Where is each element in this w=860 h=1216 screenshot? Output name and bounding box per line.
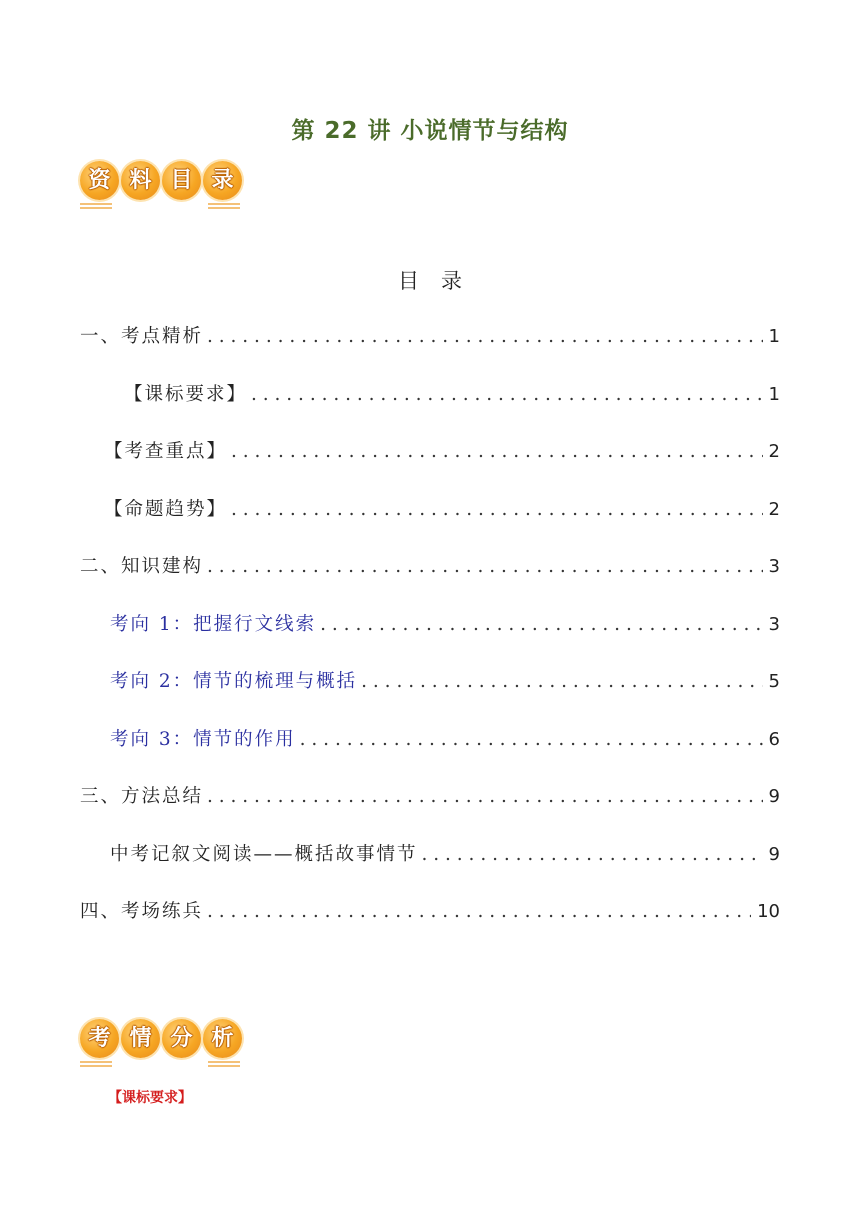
toc-entry[interactable] <box>80 610 780 668</box>
toc-entry-page: 2 <box>768 441 780 462</box>
analysis-badge <box>80 1015 250 1071</box>
toc-entry-text: 中考记叙文阅读——概括故事情节 <box>110 843 418 865</box>
table-of-contents <box>80 322 780 955</box>
toc-entry-page: 6 <box>768 728 780 750</box>
toc-leader-dots <box>300 729 763 750</box>
badge-char: 目 <box>162 161 201 200</box>
toc-entry[interactable] <box>80 495 780 553</box>
contents-badge <box>80 157 250 213</box>
badge-char: 分 <box>162 1019 201 1058</box>
toc-entry-page: 9 <box>768 843 780 865</box>
toc-entry[interactable] <box>80 667 780 725</box>
section-label: 【课标要求】 <box>108 1090 192 1106</box>
toc-entry[interactable] <box>80 380 780 438</box>
toc-entry[interactable] <box>80 897 780 955</box>
toc-leader-dots <box>361 671 762 692</box>
toc-leader-dots <box>422 844 763 865</box>
toc-entry-text: 考向 1：把握行文线索 <box>110 613 317 635</box>
badge-char: 料 <box>121 161 160 200</box>
toc-entry-text: 【考查重点】 <box>104 441 228 462</box>
toc-heading: 目录 <box>398 269 484 293</box>
toc-entry-text: 一、考点精析 <box>80 326 204 347</box>
badge-char: 析 <box>203 1019 242 1058</box>
toc-entry-text: 考向 3：情节的作用 <box>110 728 296 750</box>
toc-leader-dots <box>207 901 751 922</box>
toc-entry-text: 【命题趋势】 <box>104 498 228 520</box>
toc-entry-page: 2 <box>768 498 780 520</box>
toc-entry-page: 1 <box>768 326 780 347</box>
toc-entry[interactable] <box>80 725 780 783</box>
toc-leader-dots <box>231 499 763 520</box>
toc-entry-page: 9 <box>768 786 780 807</box>
toc-leader-dots <box>231 441 763 462</box>
toc-entry-page: 5 <box>768 671 780 692</box>
document-title: 第 22 讲 小说情节与结构 <box>291 118 569 144</box>
badge-char: 录 <box>203 161 242 200</box>
toc-entry[interactable] <box>80 437 780 495</box>
toc-leader-dots <box>251 384 763 405</box>
badge-char: 资 <box>80 161 119 200</box>
badge-char: 考 <box>80 1019 119 1058</box>
toc-entry-text: 考向 2：情节的梳理与概括 <box>110 671 358 692</box>
badge-char: 情 <box>121 1019 160 1058</box>
toc-leader-dots <box>207 786 763 807</box>
toc-entry-page: 3 <box>768 556 780 577</box>
toc-entry[interactable] <box>80 322 780 380</box>
toc-entry-page: 1 <box>768 383 780 405</box>
toc-entry-text: 【课标要求】 <box>124 383 248 405</box>
toc-entry-text: 四、考场练兵 <box>80 901 204 922</box>
toc-leader-dots <box>207 326 763 347</box>
toc-entry-page: 3 <box>768 613 780 635</box>
toc-entry-text: 二、知识建构 <box>80 556 204 577</box>
toc-leader-dots <box>320 614 762 635</box>
toc-entry-text: 三、方法总结 <box>80 786 204 807</box>
toc-entry[interactable] <box>80 840 780 898</box>
toc-entry[interactable] <box>80 552 780 610</box>
toc-leader-dots <box>207 556 763 577</box>
toc-entry-page: 10 <box>757 901 780 922</box>
toc-entry[interactable] <box>80 782 780 840</box>
